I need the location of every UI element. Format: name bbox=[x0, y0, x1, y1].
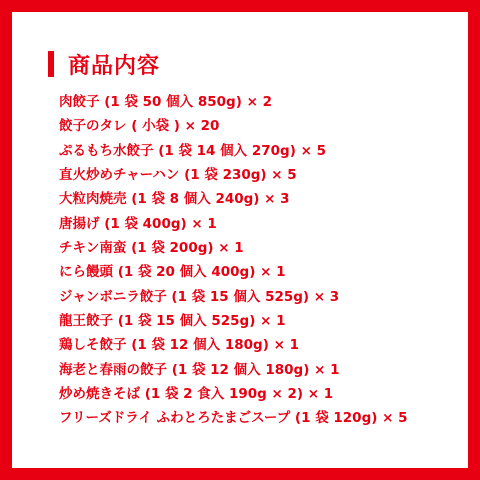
product-item: チキン南蛮 (1 袋 200g) × 1 bbox=[59, 240, 244, 257]
product-item: 海老と春雨の餃子 (1 袋 12 個入 180g) × 1 bbox=[59, 361, 340, 378]
product-item: 鶏しそ餃子 (1 袋 12 個入 180g) × 1 bbox=[59, 337, 299, 354]
product-item: 大粒肉焼売 (1 袋 8 個入 240g) × 3 bbox=[59, 191, 290, 208]
product-item: フリーズドライ ふわとろたまごスープ (1 袋 120g) × 5 bbox=[59, 410, 408, 427]
product-item: 龍王餃子 (1 袋 15 個入 525g) × 1 bbox=[59, 313, 286, 330]
product-item: にら饅頭 (1 袋 20 個入 400g) × 1 bbox=[59, 264, 286, 281]
product-contents-list bbox=[59, 90, 408, 431]
section-heading bbox=[48, 50, 160, 78]
heading-accent-bar bbox=[48, 51, 54, 77]
product-item: 炒め焼きそば (1 袋 2 食入 190g × 2) × 1 bbox=[59, 386, 334, 403]
product-item: 唐揚げ (1 袋 400g) × 1 bbox=[59, 215, 217, 232]
product-item: ぷるもち水餃子 (1 袋 14 個入 270g) × 5 bbox=[59, 142, 326, 159]
product-item: 直火炒めチャーハン (1 袋 230g) × 5 bbox=[59, 167, 297, 184]
product-item: 餃子のタレ ( 小袋 ) × 20 bbox=[59, 118, 220, 135]
product-item: ジャンボニラ餃子 (1 袋 15 個入 525g) × 3 bbox=[59, 288, 340, 305]
product-item: 肉餃子 (1 袋 50 個入 850g) × 2 bbox=[59, 94, 272, 110]
heading-title: 商品内容 bbox=[68, 53, 161, 79]
